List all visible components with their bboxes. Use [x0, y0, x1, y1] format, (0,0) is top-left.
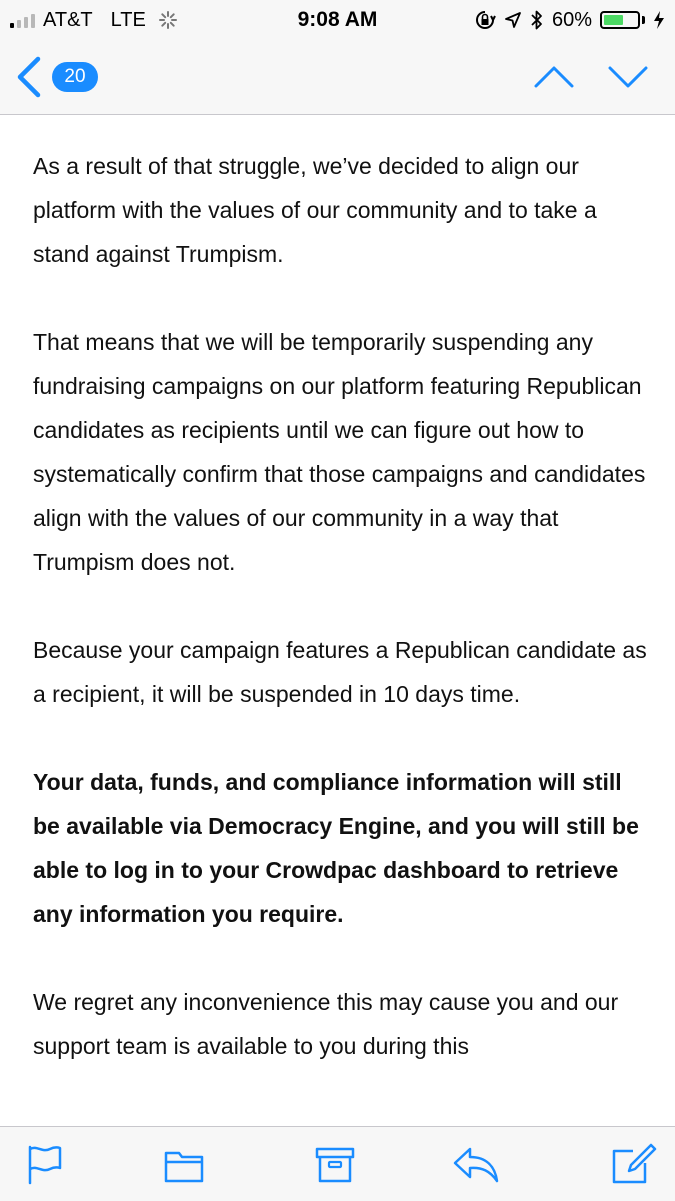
bluetooth-icon	[530, 9, 544, 31]
chevron-down-icon[interactable]	[606, 62, 650, 92]
archive-icon[interactable]	[314, 1143, 356, 1185]
folder-icon[interactable]	[163, 1143, 205, 1185]
reply-icon[interactable]	[452, 1143, 500, 1185]
flag-icon[interactable]	[24, 1143, 66, 1185]
location-arrow-icon	[504, 11, 522, 29]
chevron-up-icon[interactable]	[532, 62, 576, 92]
email-paragraph-2: That means that we will be temporarily suspending any fundraising campaigns on our platform featuring Republican candidates as recipients until we can figure out how to systematically confirm that those campaigns and candidates align with the values of our community in a way that Trumpism does not.	[33, 329, 646, 575]
status-bar	[0, 0, 675, 40]
email-paragraph-4: Your data, funds, and compliance information will still be available via Democracy Engine, and you will still be able to log in to your Crowdpac dashboard to retrieve any information you require.	[33, 769, 639, 927]
status-time: 9:08 AM	[297, 8, 378, 31]
compose-icon[interactable]	[611, 1143, 657, 1185]
battery-tip	[642, 16, 645, 24]
orientation-lock-icon	[474, 9, 496, 31]
battery-percent: 60%	[551, 8, 592, 31]
charging-bolt-icon	[653, 10, 665, 30]
mail-toolbar	[0, 1126, 675, 1201]
back-chevron-icon[interactable]	[14, 56, 44, 98]
email-paragraph-1: As a result of that struggle, we’ve decided to align our platform with the values of our community and to take a stand against Trumpism.	[33, 153, 597, 267]
carrier-label: AT&T	[43, 8, 93, 31]
email-body[interactable]	[33, 144, 648, 1125]
battery-level-fill	[604, 15, 623, 25]
mail-nav-bar	[0, 40, 675, 115]
battery-icon	[600, 11, 640, 29]
message-count-badge[interactable]: 20	[52, 62, 98, 92]
network-label: LTE	[110, 8, 146, 31]
email-paragraph-5: We regret any inconvenience this may cause you and our support team is available to you during this	[33, 989, 619, 1059]
status-right	[474, 8, 665, 32]
email-paragraph-3: Because your campaign features a Republican candidate as a recipient, it will be suspended in 10 days time.	[33, 637, 647, 707]
